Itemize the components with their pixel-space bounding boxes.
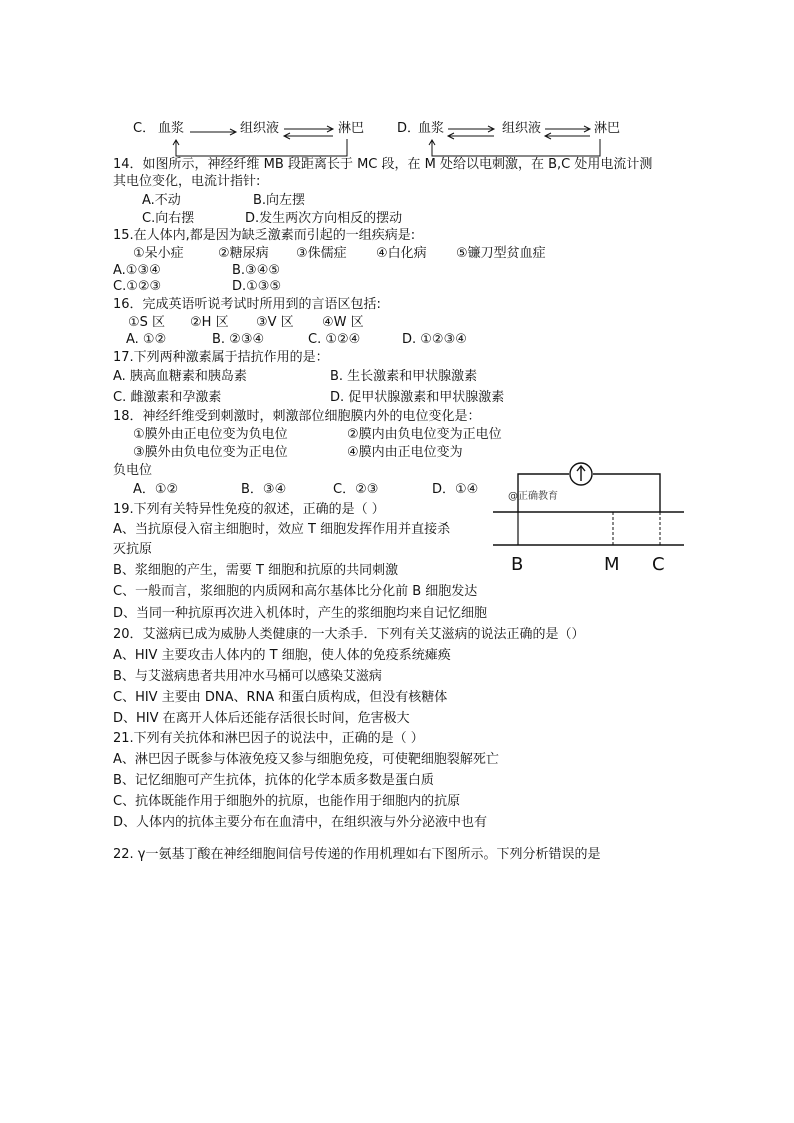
q16-item-1: ①S 区 — [128, 315, 166, 330]
q18-item-2: ②膜内由负电位变为正电位 — [347, 427, 502, 442]
label-m: M — [604, 554, 620, 575]
q15-item-4: ④白化病 — [376, 246, 427, 261]
label-b: B — [511, 554, 524, 575]
q21-option-a: A、淋巴因子既参与体液免疫又参与细胞免疫，可使靶细胞裂解死亡 — [113, 752, 499, 767]
q20-option-c: C、HIV 主要由 DNA、RNA 和蛋白质构成，但没有核糖体 — [113, 690, 448, 705]
diagram-d-tissue-fluid: 组织液 — [502, 121, 542, 136]
q20-option-d: D、HIV 在离开人体后还能存活很长时间，危害极大 — [113, 711, 410, 726]
q18-item-4: ④膜内由正电位变为 — [347, 445, 463, 460]
q15-option-b: B.③④⑤ — [232, 263, 281, 278]
q15-item-5: ⑤镰刀型贫血症 — [456, 246, 546, 261]
q16-item-4: ④W 区 — [322, 315, 364, 330]
diagram-d-plasma: 血浆 — [418, 121, 445, 136]
q18-item-3: ③膜外由负电位变为正电位 — [133, 445, 288, 460]
q15-option-a: A.①③④ — [113, 263, 161, 278]
q14-option-c: C.向右摆 — [142, 211, 195, 226]
q22-stem: 22. γ一氨基丁酸在神经细胞间信号传递的作用机理如右下图所示。下列分析错误的是 — [113, 847, 601, 862]
q21-option-b: B、记忆细胞可产生抗体，抗体的化学本质多数是蛋白质 — [113, 773, 434, 788]
q20-option-b: B、与艾滋病患者共用冲水马桶可以感染艾滋病 — [113, 669, 382, 684]
q18-option-b: B．③④ — [241, 482, 287, 497]
q16-option-b: B. ②③④ — [212, 332, 265, 347]
q18-option-a: A．①② — [133, 482, 179, 497]
q15-option-d: D.①③⑤ — [232, 279, 282, 294]
q19-option-a-line2: 灭抗原 — [113, 542, 153, 557]
q16-option-a: A. ①② — [126, 332, 167, 347]
diagram-d-lymph: 淋巴 — [594, 121, 621, 136]
q15-item-3: ③侏儒症 — [296, 246, 347, 261]
q17-option-d: D. 促甲状腺激素和甲状腺激素 — [330, 390, 505, 405]
label-c: C — [652, 554, 665, 575]
q15-item-1: ①呆小症 — [133, 246, 184, 261]
q18-stem: 18．神经纤维受到刺激时，刺激部位细胞膜内外的电位变化是： — [113, 409, 481, 424]
diagram-c-tissue-fluid: 组织液 — [240, 121, 280, 136]
q17-option-c: C. 雌激素和孕激素 — [113, 390, 222, 405]
q18-item-4-cont: 负电位 — [113, 463, 153, 478]
q19-option-d: D、当同一种抗原再次进入机体时，产生的浆细胞均来自记忆细胞 — [113, 606, 488, 621]
diagram-c-label: C． — [133, 121, 156, 136]
q16-option-c: C. ①②④ — [308, 332, 361, 347]
q16-stem: 16．完成英语听说考试时所用到的言语区包括: — [113, 297, 381, 312]
q15-option-c: C.①②③ — [113, 279, 162, 294]
q17-option-a: A. 胰高血糖素和胰岛素 — [113, 369, 247, 384]
q16-item-3: ③V 区 — [256, 315, 294, 330]
q20-option-a: A、HIV 主要攻击人体内的 T 细胞，使人体的免疫系统瘫痪 — [113, 648, 451, 663]
q14-stem-line2: 其电位变化，电流计指针: — [113, 174, 261, 189]
q21-stem: 21.下列有关抗体和淋巴因子的说法中，正确的是（ ） — [113, 731, 424, 746]
q21-option-d: D、人体内的抗体主要分布在血清中，在组织液与外分泌液中也有 — [113, 815, 488, 830]
q14-option-d: D.发生两次方向相反的摆动 — [245, 211, 403, 226]
diagram-c-lymph: 淋巴 — [338, 121, 365, 136]
q17-option-b: B. 生长激素和甲状腺激素 — [330, 369, 478, 384]
watermark: @正确教育 — [508, 491, 558, 502]
q14-option-a: A.不动 — [142, 193, 181, 208]
q14-stem-line1: 14．如图所示，神经纤维 MB 段距离长于 MC 段，在 M 处给以电刺激，在 B,C 处用电流计测 — [113, 157, 653, 172]
q15-item-2: ②糖尿病 — [218, 246, 269, 261]
q19-option-c: C、一般而言，浆细胞的内质网和高尔基体比分化前 B 细胞发达 — [113, 584, 478, 599]
q17-stem: 17.下列两种激素属于拮抗作用的是： — [113, 350, 329, 365]
q20-stem: 20．艾滋病已成为威胁人类健康的一大杀手．下列有关艾滋病的说法正确的是（） — [113, 627, 585, 642]
q19-option-a-line1: A、当抗原侵入宿主细胞时，效应 T 细胞发挥作用并直接杀 — [113, 522, 451, 537]
q18-option-d: D．①④ — [432, 482, 479, 497]
q19-stem: 19.下列有关特异性免疫的叙述，正确的是（ ） — [113, 502, 385, 517]
diagram-c-plasma: 血浆 — [158, 121, 185, 136]
q16-item-2: ②H 区 — [190, 315, 229, 330]
q14-option-b: B.向左摆 — [253, 193, 306, 208]
q18-option-c: C．②③ — [333, 482, 379, 497]
q16-option-d: D. ①②③④ — [402, 332, 467, 347]
diagram-d-label: D． — [397, 121, 421, 136]
q15-stem: 15.在人体内,都是因为缺乏激素而引起的一组疾病是: — [113, 228, 416, 243]
q21-option-c: C、抗体既能作用于细胞外的抗原，也能作用于细胞内的抗原 — [113, 794, 461, 809]
q19-option-b: B、浆细胞的产生，需要 T 细胞和抗原的共同刺激 — [113, 563, 399, 578]
q18-item-1: ①膜外由正电位变为负电位 — [133, 427, 288, 442]
